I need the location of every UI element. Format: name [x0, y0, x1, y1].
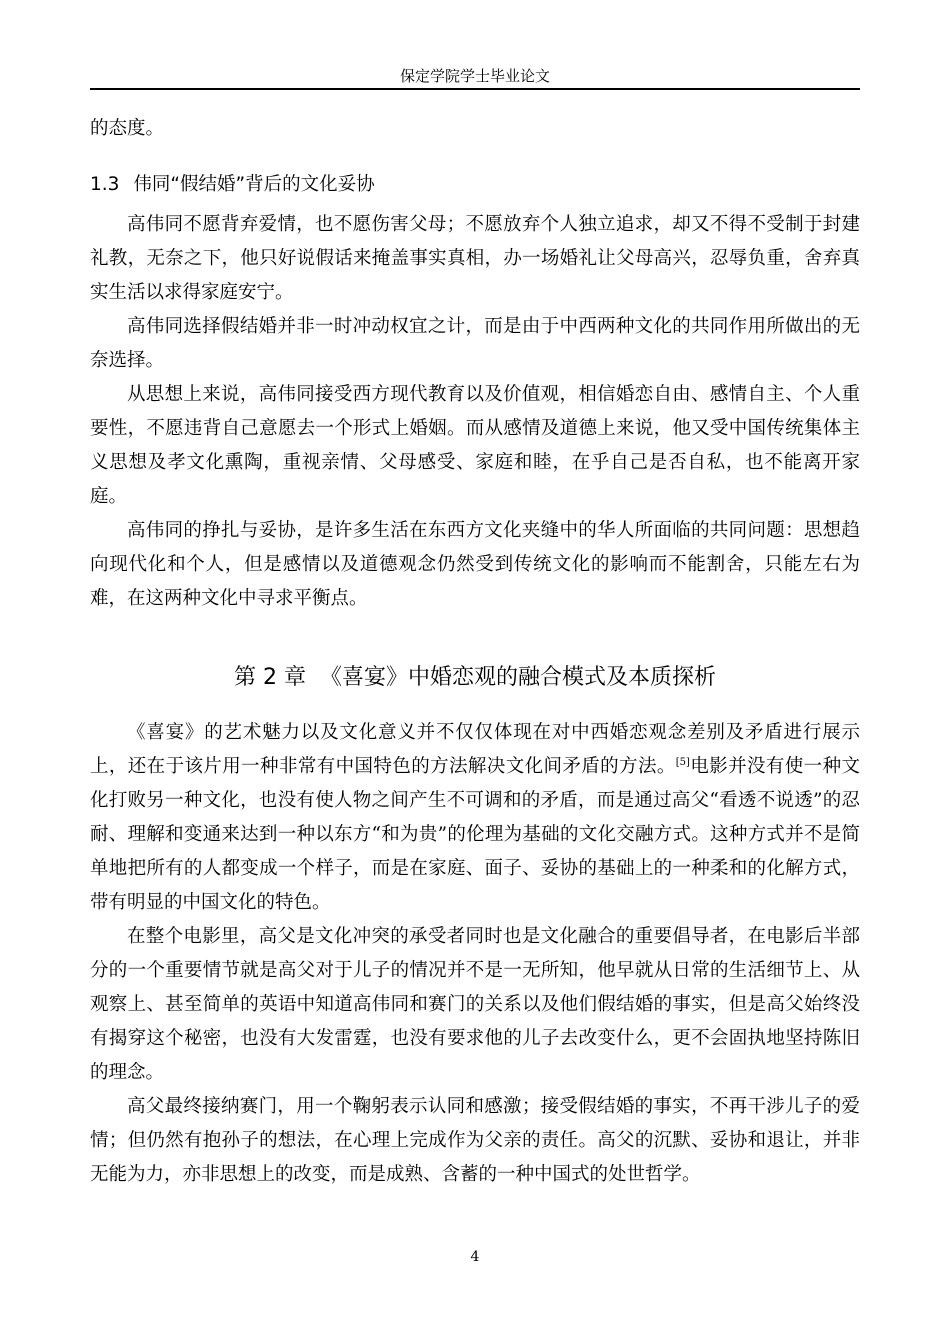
- paragraph: 高父最终接纳赛门，用一个鞠躬表示认同和感激；接受假结婚的事实，不再干涉儿子的爱情；但仍然有抱孙子的想法，在心理上完成作为父亲的责任。高父的沉默、妥协和退让，并非无能为力，亦非思想上的改变，而是成熟、含蓄的一种中国式的处世哲学。: [90, 1096, 860, 1185]
- chapter-heading: [90, 660, 860, 696]
- page-body: [90, 112, 860, 1192]
- paragraph-text: 电影并没有使一种文化打败另一种文化，也没有使人物之间产生不可调和的矛盾，而是通过高父“看透不说透”的忍耐、理解和变通来达到一种以东方“和为贵”的伦理为基础的文化交融方式。这种方式并不是简单地把所有的人都变成一个样子，而是在家庭、面子、妥协的基础上的一种柔和的化解方式，带有明显的中国文化的特色。: [90, 756, 860, 913]
- continuation-text: 的态度。: [90, 118, 165, 139]
- paragraph: 在整个电影里，高父是文化冲突的承受者同时也是文化融合的重要倡导者，在电影后半部分的一个重要情节就是高父对于儿子的情况并不是一无所知，他早就从日常的生活细节上、从观察上、甚至简单的英语中知道高伟同和赛门的关系以及他们假结婚的事实，但是高父始终没有揭穿这个秘密，也没有大发雷霆，也没有要求他的儿子去改变什么，更不会固执地坚持陈旧的理念。: [90, 926, 860, 1083]
- paragraph: [90, 716, 860, 920]
- section-title: 伟同“假结婚”背后的文化妥协: [133, 174, 375, 195]
- section-heading-1-3: [90, 168, 860, 202]
- paragraph-text: 《喜宴》的艺术魅力以及文化意义并不仅仅体现在对中西婚恋观念差别及矛盾进行展示上，还在于该片用一种非常有中国特色的方法解决文化间矛盾的方法。: [90, 722, 860, 777]
- page-number: 4: [470, 1249, 480, 1265]
- section-number: 1.3: [90, 174, 120, 195]
- paragraph: 高伟同不愿背弃爱情，也不愿伤害父母；不愿放弃个人独立追求，却又不得不受制于封建礼教，无奈之下，他只好说假话来掩盖事实真相，办一场婚礼让父母高兴，忍辱负重，舍弃真实生活以求得家庭安宁。: [90, 214, 860, 303]
- paragraph: 从思想上来说，高伟同接受西方现代教育以及价值观，相信婚恋自由、感情自主、个人重要性，不愿违背自己意愿去一个形式上婚姻。而从感情及道德上来说，他又受中国传统集体主义思想及孝文化熏陶，重视亲情、父母感受、家庭和睦，在乎自己是否自私，也不能离开家庭。: [90, 384, 860, 507]
- paragraph: 高伟同选择假结婚并非一时冲动权宜之计，而是由于中西两种文化的共同作用所做出的无奈选择。: [90, 316, 860, 371]
- running-header: 保定学院学士毕业论文: [399, 67, 550, 85]
- citation-marker: [5]: [675, 757, 690, 768]
- header-rule: [90, 88, 860, 90]
- paragraph: 高伟同的挣扎与妥协，是许多生活在东西方文化夹缝中的华人所面临的共同问题：思想趋向现代化和个人，但是感情以及道德观念仍然受到传统文化的影响而不能割舍，只能左右为难，在这两种文化中寻求平衡点。: [90, 520, 860, 609]
- chapter-title: 《喜宴》中婚恋观的融合模式及本质探析: [319, 665, 716, 690]
- chapter-number: 第 2 章: [234, 665, 306, 690]
